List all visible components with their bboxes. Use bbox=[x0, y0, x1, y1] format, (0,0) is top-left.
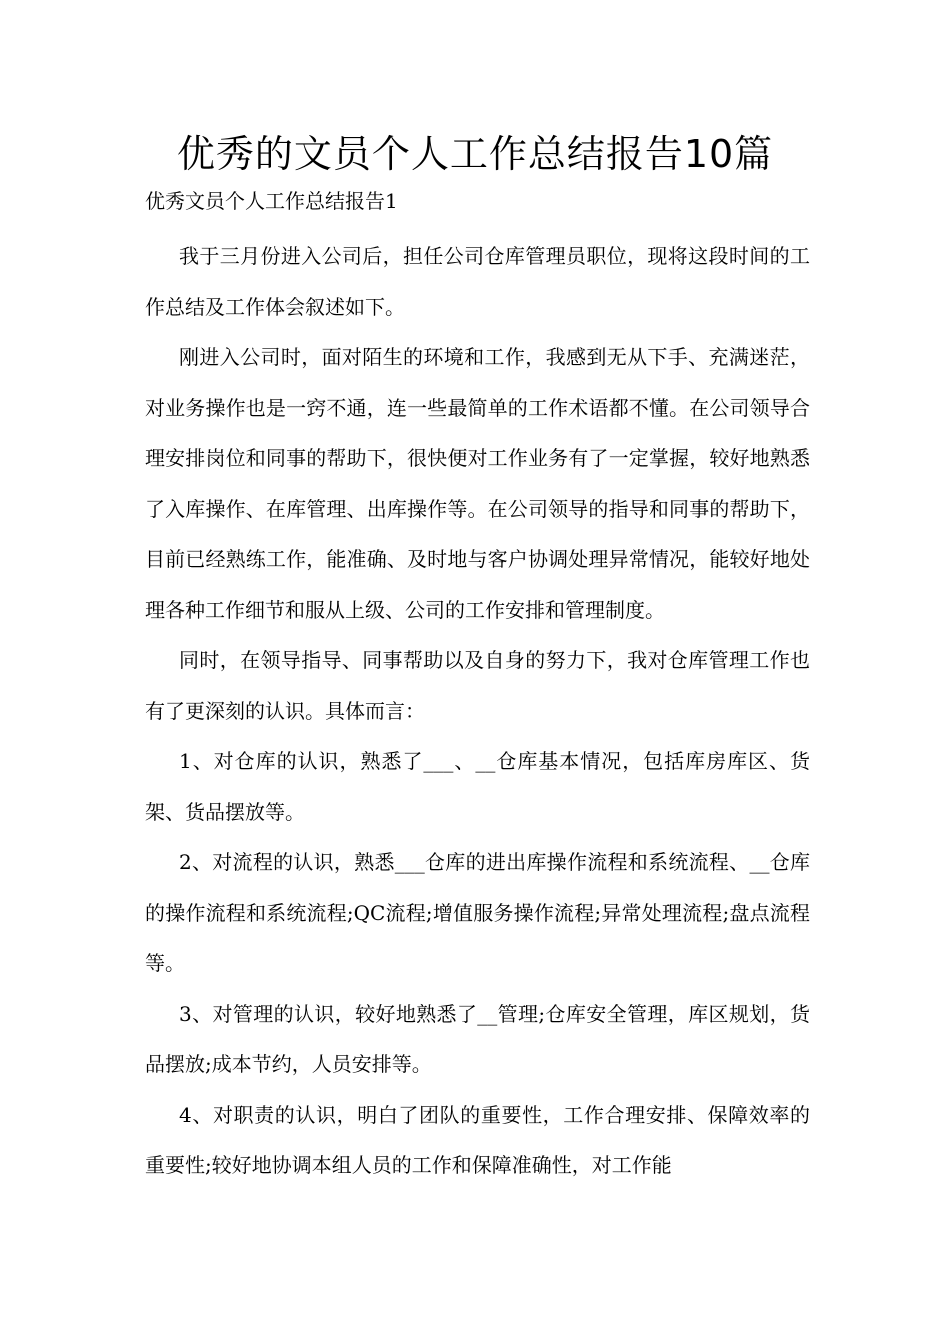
paragraph: 4、对职责的认识，明白了团队的重要性，工作合理安排、保障效率的重要性;较好地协调本组人员的工作和保障准确性，对工作能 bbox=[145, 1102, 810, 1177]
paragraph: 同时，在领导指导、同事帮助以及自身的努力下，我对仓库管理工作也有了更深刻的认识。具体而言： bbox=[145, 648, 810, 723]
document-body bbox=[145, 231, 810, 1191]
section-heading: 优秀文员个人工作总结报告1 bbox=[145, 189, 398, 213]
paragraph: 我于三月份进入公司后，担任公司仓库管理员职位，现将这段时间的工作总结及工作体会叙述如下。 bbox=[145, 244, 810, 319]
paragraph: 2、对流程的认识，熟悉___仓库的进出库操作流程和系统流程、__仓库的操作流程和系统流程;QC流程;增值服务操作流程;异常处理流程;盘点流程等。 bbox=[145, 850, 810, 975]
paragraph: 刚进入公司时，面对陌生的环境和工作，我感到无从下手、充满迷茫，对业务操作也是一窍不通，连一些最简单的工作术语都不懂。在公司领导合理安排岗位和同事的帮助下，很快便对工作业务有了一定掌握，较好地熟悉了入库操作、在库管理、出库操作等。在公司领导的指导和同事的帮助下，目前已经熟练工作，能准确、及时地与客户协调处理异常情况，能较好地处理各种工作细节和服从上级、公司的工作安排和管理制度。 bbox=[145, 345, 810, 622]
paragraph: 1、对仓库的认识，熟悉了___、__仓库基本情况，包括库房库区、货架、货品摆放等。 bbox=[145, 749, 810, 824]
paragraph: 3、对管理的认识，较好地熟悉了__管理;仓库安全管理，库区规划，货品摆放;成本节约，人员安排等。 bbox=[145, 1001, 810, 1076]
document-title: 优秀的文员个人工作总结报告10篇 bbox=[176, 132, 774, 176]
